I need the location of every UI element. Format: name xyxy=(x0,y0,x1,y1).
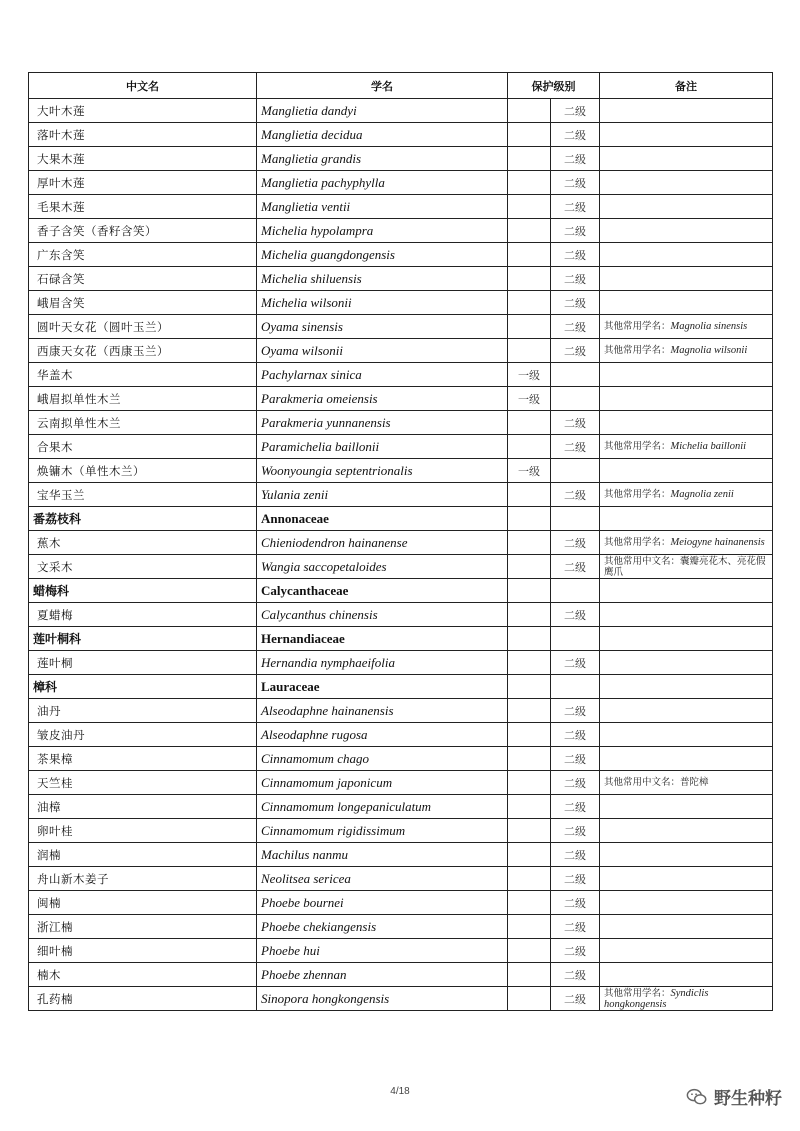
table-row xyxy=(29,723,773,747)
table-row xyxy=(29,315,773,339)
level-one-cell: 一级 xyxy=(508,459,551,483)
watermark-text: 野生种籽 xyxy=(714,1089,782,1109)
remarks-cell xyxy=(600,867,773,891)
remarks-cell xyxy=(600,387,773,411)
level-one-cell xyxy=(508,411,551,435)
level-two-cell xyxy=(551,387,600,411)
remarks-cell xyxy=(600,963,773,987)
level-two-cell xyxy=(551,507,600,531)
scientific-name-cell: Phoebe hui xyxy=(257,939,508,963)
chinese-name-cell: 云南拟单性木兰 xyxy=(29,411,257,435)
chinese-name-cell: 合果木 xyxy=(29,435,257,459)
family-scientific-name: Calycanthaceae xyxy=(257,579,508,603)
scientific-name-cell: Michelia guangdongensis xyxy=(257,243,508,267)
remarks-cell xyxy=(600,123,773,147)
level-one-cell xyxy=(508,267,551,291)
level-two-cell: 二级 xyxy=(551,891,600,915)
table-row xyxy=(29,99,773,123)
remarks-cell xyxy=(600,579,773,603)
scientific-name-cell: Manglietia dandyi xyxy=(257,99,508,123)
scientific-name-cell: Michelia shiluensis xyxy=(257,267,508,291)
scientific-name-cell: Alseodaphne hainanensis xyxy=(257,699,508,723)
family-chinese-name: 樟科 xyxy=(29,675,257,699)
scientific-name-cell: Cinnamomum japonicum xyxy=(257,771,508,795)
table-row xyxy=(29,147,773,171)
level-two-cell: 二级 xyxy=(551,939,600,963)
table-row xyxy=(29,291,773,315)
table-body xyxy=(29,99,773,1011)
table-row xyxy=(29,795,773,819)
level-one-cell xyxy=(508,747,551,771)
remarks-text: 其他常用中文名：普陀樟 xyxy=(604,777,709,788)
chinese-name-cell: 舟山新木姜子 xyxy=(29,867,257,891)
remarks-cell xyxy=(600,747,773,771)
table-row xyxy=(29,459,773,483)
chinese-name-cell: 卵叶桂 xyxy=(29,819,257,843)
level-two-cell: 二级 xyxy=(551,651,600,675)
table-row xyxy=(29,603,773,627)
table-row xyxy=(29,339,773,363)
remarks-alt-name: Syndiclis hongkongensis xyxy=(604,987,709,1010)
level-one-cell: 一级 xyxy=(508,387,551,411)
remarks-cell xyxy=(600,891,773,915)
level-one-cell xyxy=(508,867,551,891)
level-two-cell: 二级 xyxy=(551,411,600,435)
level-two-cell xyxy=(551,459,600,483)
remarks-cell xyxy=(600,507,773,531)
table-row xyxy=(29,531,773,555)
level-one-cell xyxy=(508,339,551,363)
table-row xyxy=(29,435,773,459)
level-two-cell: 二级 xyxy=(551,987,600,1011)
species-table xyxy=(28,72,773,1011)
chinese-name-cell: 西康天女花（西康玉兰） xyxy=(29,339,257,363)
scientific-name-cell: Calycanthus chinensis xyxy=(257,603,508,627)
family-row xyxy=(29,675,773,699)
table-row xyxy=(29,195,773,219)
remarks-cell xyxy=(600,843,773,867)
chinese-name-cell: 夏蜡梅 xyxy=(29,603,257,627)
watermark xyxy=(686,1084,782,1109)
family-chinese-name: 莲叶桐科 xyxy=(29,627,257,651)
scientific-name-cell: Cinnamomum longepaniculatum xyxy=(257,795,508,819)
level-two-cell: 二级 xyxy=(551,219,600,243)
level-two-cell: 二级 xyxy=(551,843,600,867)
chinese-name-cell: 文采木 xyxy=(29,555,257,579)
scientific-name-cell: Manglietia grandis xyxy=(257,147,508,171)
table-row xyxy=(29,219,773,243)
level-one-cell xyxy=(508,147,551,171)
level-one-cell xyxy=(508,123,551,147)
level-two-cell: 二级 xyxy=(551,555,600,579)
level-one-cell xyxy=(508,771,551,795)
table-row xyxy=(29,483,773,507)
remarks-cell xyxy=(600,819,773,843)
chinese-name-cell: 闽楠 xyxy=(29,891,257,915)
remarks-cell xyxy=(600,243,773,267)
chinese-name-cell: 莲叶桐 xyxy=(29,651,257,675)
table-row xyxy=(29,699,773,723)
remarks-alt-name: Magnolia wilsonii xyxy=(670,345,748,356)
scientific-name-cell: Hernandia nymphaeifolia xyxy=(257,651,508,675)
chinese-name-cell: 华盖木 xyxy=(29,363,257,387)
remarks-cell xyxy=(600,915,773,939)
scientific-name-cell: Parakmeria omeiensis xyxy=(257,387,508,411)
table-row xyxy=(29,867,773,891)
level-one-cell xyxy=(508,315,551,339)
chinese-name-cell: 皱皮油丹 xyxy=(29,723,257,747)
level-one-cell xyxy=(508,723,551,747)
header-chinese-name: 中文名 xyxy=(29,73,257,99)
remarks-cell xyxy=(600,267,773,291)
level-one-cell xyxy=(508,963,551,987)
scientific-name-cell: Yulania zenii xyxy=(257,483,508,507)
header-scientific-name: 学名 xyxy=(257,73,508,99)
remarks-cell xyxy=(600,363,773,387)
level-one-cell xyxy=(508,603,551,627)
remarks-alt-name: Meiogyne hainanensis xyxy=(670,537,765,548)
table-row xyxy=(29,267,773,291)
table-row xyxy=(29,963,773,987)
scientific-name-cell: Machilus nanmu xyxy=(257,843,508,867)
level-two-cell: 二级 xyxy=(551,435,600,459)
chinese-name-cell: 天竺桂 xyxy=(29,771,257,795)
table-row xyxy=(29,243,773,267)
level-one-cell xyxy=(508,99,551,123)
table-row xyxy=(29,651,773,675)
level-two-cell: 二级 xyxy=(551,603,600,627)
remarks-cell xyxy=(600,435,773,459)
remarks-cell xyxy=(600,291,773,315)
level-one-cell xyxy=(508,939,551,963)
level-two-cell: 二级 xyxy=(551,99,600,123)
remarks-cell xyxy=(600,939,773,963)
level-two-cell: 二级 xyxy=(551,963,600,987)
scientific-name-cell: Michelia hypolampra xyxy=(257,219,508,243)
table-row xyxy=(29,171,773,195)
chinese-name-cell: 焕镛木（单性木兰） xyxy=(29,459,257,483)
level-two-cell: 二级 xyxy=(551,267,600,291)
chinese-name-cell: 油樟 xyxy=(29,795,257,819)
level-one-cell: 一级 xyxy=(508,363,551,387)
level-one-cell xyxy=(508,819,551,843)
level-one-cell xyxy=(508,699,551,723)
remarks-cell xyxy=(600,219,773,243)
table-row xyxy=(29,915,773,939)
remarks-text: 其他常用学名： xyxy=(604,345,671,356)
level-one-cell xyxy=(508,891,551,915)
level-two-cell: 二级 xyxy=(551,747,600,771)
level-one-cell xyxy=(508,507,551,531)
table-row xyxy=(29,843,773,867)
level-two-cell: 二级 xyxy=(551,171,600,195)
chinese-name-cell: 峨眉含笑 xyxy=(29,291,257,315)
remarks-cell xyxy=(600,99,773,123)
table-row xyxy=(29,387,773,411)
scientific-name-cell: Paramichelia baillonii xyxy=(257,435,508,459)
chinese-name-cell: 大叶木莲 xyxy=(29,99,257,123)
scientific-name-cell: Manglietia decidua xyxy=(257,123,508,147)
scientific-name-cell: Pachylarnax sinica xyxy=(257,363,508,387)
table-row xyxy=(29,363,773,387)
chinese-name-cell: 峨眉拟单性木兰 xyxy=(29,387,257,411)
level-two-cell: 二级 xyxy=(551,795,600,819)
scientific-name-cell: Phoebe chekiangensis xyxy=(257,915,508,939)
level-one-cell xyxy=(508,987,551,1011)
level-one-cell xyxy=(508,195,551,219)
level-one-cell xyxy=(508,579,551,603)
remarks-cell xyxy=(600,627,773,651)
remarks-cell xyxy=(600,459,773,483)
scientific-name-cell: Neolitsea sericea xyxy=(257,867,508,891)
level-two-cell xyxy=(551,579,600,603)
level-one-cell xyxy=(508,219,551,243)
chinese-name-cell: 蕉木 xyxy=(29,531,257,555)
scientific-name-cell: Phoebe zhennan xyxy=(257,963,508,987)
chinese-name-cell: 油丹 xyxy=(29,699,257,723)
level-two-cell: 二级 xyxy=(551,915,600,939)
remarks-alt-name: Magnolia sinensis xyxy=(670,321,748,332)
remarks-cell xyxy=(600,315,773,339)
scientific-name-cell: Alseodaphne rugosa xyxy=(257,723,508,747)
scientific-name-cell: Parakmeria yunnanensis xyxy=(257,411,508,435)
scientific-name-cell: Phoebe bournei xyxy=(257,891,508,915)
table-row xyxy=(29,819,773,843)
level-one-cell xyxy=(508,171,551,195)
chinese-name-cell: 大果木莲 xyxy=(29,147,257,171)
remarks-text: 其他常用中文名：囊瓣亮花木、亮花假鹰爪 xyxy=(604,555,766,578)
level-two-cell: 二级 xyxy=(551,483,600,507)
level-one-cell xyxy=(508,843,551,867)
remarks-cell xyxy=(600,795,773,819)
level-two-cell: 二级 xyxy=(551,867,600,891)
chinese-name-cell: 润楠 xyxy=(29,843,257,867)
level-two-cell: 二级 xyxy=(551,243,600,267)
header-protection-level: 保护级别 xyxy=(508,73,600,99)
scientific-name-cell: Manglietia ventii xyxy=(257,195,508,219)
level-one-cell xyxy=(508,531,551,555)
chinese-name-cell: 宝华玉兰 xyxy=(29,483,257,507)
scientific-name-cell: Woonyoungia septentrionalis xyxy=(257,459,508,483)
level-one-cell xyxy=(508,915,551,939)
scientific-name-cell: Cinnamomum rigidissimum xyxy=(257,819,508,843)
level-two-cell: 二级 xyxy=(551,315,600,339)
chinese-name-cell: 石碌含笑 xyxy=(29,267,257,291)
level-two-cell: 二级 xyxy=(551,291,600,315)
chinese-name-cell: 茶果樟 xyxy=(29,747,257,771)
scientific-name-cell: Chieniodendron hainanense xyxy=(257,531,508,555)
header-remarks: 备注 xyxy=(600,73,773,99)
level-two-cell xyxy=(551,363,600,387)
remarks-cell xyxy=(600,771,773,795)
remarks-cell xyxy=(600,675,773,699)
level-two-cell: 二级 xyxy=(551,531,600,555)
family-row xyxy=(29,579,773,603)
level-two-cell: 二级 xyxy=(551,771,600,795)
remarks-cell xyxy=(600,987,773,1011)
remarks-alt-name: Magnolia zenii xyxy=(670,489,734,500)
level-one-cell xyxy=(508,435,551,459)
scientific-name-cell: Michelia wilsonii xyxy=(257,291,508,315)
remarks-cell xyxy=(600,699,773,723)
scientific-name-cell: Wangia saccopetaloides xyxy=(257,555,508,579)
chinese-name-cell: 楠木 xyxy=(29,963,257,987)
level-two-cell: 二级 xyxy=(551,699,600,723)
level-two-cell xyxy=(551,675,600,699)
family-chinese-name: 番荔枝科 xyxy=(29,507,257,531)
level-one-cell xyxy=(508,675,551,699)
family-row xyxy=(29,507,773,531)
family-scientific-name: Hernandiaceae xyxy=(257,627,508,651)
table-row xyxy=(29,891,773,915)
chinese-name-cell: 落叶木莲 xyxy=(29,123,257,147)
table-row xyxy=(29,411,773,435)
level-two-cell: 二级 xyxy=(551,723,600,747)
remarks-cell xyxy=(600,555,773,579)
remarks-text: 其他常用学名： xyxy=(604,987,671,999)
scientific-name-cell: Manglietia pachyphylla xyxy=(257,171,508,195)
chinese-name-cell: 香子含笑（香籽含笑） xyxy=(29,219,257,243)
remarks-text: 其他常用学名： xyxy=(604,489,671,500)
remarks-cell xyxy=(600,531,773,555)
level-one-cell xyxy=(508,291,551,315)
remarks-cell xyxy=(600,483,773,507)
family-scientific-name: Lauraceae xyxy=(257,675,508,699)
chinese-name-cell: 细叶楠 xyxy=(29,939,257,963)
level-two-cell: 二级 xyxy=(551,123,600,147)
chinese-name-cell: 圆叶天女花（圆叶玉兰） xyxy=(29,315,257,339)
table-row xyxy=(29,939,773,963)
level-two-cell: 二级 xyxy=(551,147,600,171)
chinese-name-cell: 厚叶木莲 xyxy=(29,171,257,195)
chinese-name-cell: 广东含笑 xyxy=(29,243,257,267)
scientific-name-cell: Oyama wilsonii xyxy=(257,339,508,363)
table-row xyxy=(29,123,773,147)
chinese-name-cell: 孔药楠 xyxy=(29,987,257,1011)
remarks-text: 其他常用学名： xyxy=(604,537,671,548)
remarks-text: 其他常用学名： xyxy=(604,321,671,332)
table-row xyxy=(29,747,773,771)
level-one-cell xyxy=(508,651,551,675)
table-row xyxy=(29,555,773,579)
level-one-cell xyxy=(508,555,551,579)
scientific-name-cell: Sinopora hongkongensis xyxy=(257,987,508,1011)
remarks-cell xyxy=(600,171,773,195)
chinese-name-cell: 毛果木莲 xyxy=(29,195,257,219)
table-row xyxy=(29,987,773,1011)
level-one-cell xyxy=(508,795,551,819)
remarks-text: 其他常用学名： xyxy=(604,441,671,452)
table-row xyxy=(29,771,773,795)
remarks-cell xyxy=(600,339,773,363)
level-one-cell xyxy=(508,243,551,267)
level-two-cell: 二级 xyxy=(551,819,600,843)
chinese-name-cell: 浙江楠 xyxy=(29,915,257,939)
remarks-cell xyxy=(600,651,773,675)
scientific-name-cell: Oyama sinensis xyxy=(257,315,508,339)
level-one-cell xyxy=(508,483,551,507)
page-number: 4/18 xyxy=(390,1086,410,1097)
wechat-icon xyxy=(686,1086,708,1108)
level-two-cell: 二级 xyxy=(551,339,600,363)
remarks-alt-name: Michelia baillonii xyxy=(670,441,747,452)
remarks-cell xyxy=(600,147,773,171)
family-chinese-name: 蜡梅科 xyxy=(29,579,257,603)
family-row xyxy=(29,627,773,651)
level-two-cell xyxy=(551,627,600,651)
scientific-name-cell: Cinnamomum chago xyxy=(257,747,508,771)
level-two-cell: 二级 xyxy=(551,195,600,219)
remarks-cell xyxy=(600,603,773,627)
remarks-cell xyxy=(600,723,773,747)
remarks-cell xyxy=(600,411,773,435)
level-one-cell xyxy=(508,627,551,651)
family-scientific-name: Annonaceae xyxy=(257,507,508,531)
table-header-row xyxy=(29,73,773,99)
remarks-cell xyxy=(600,195,773,219)
